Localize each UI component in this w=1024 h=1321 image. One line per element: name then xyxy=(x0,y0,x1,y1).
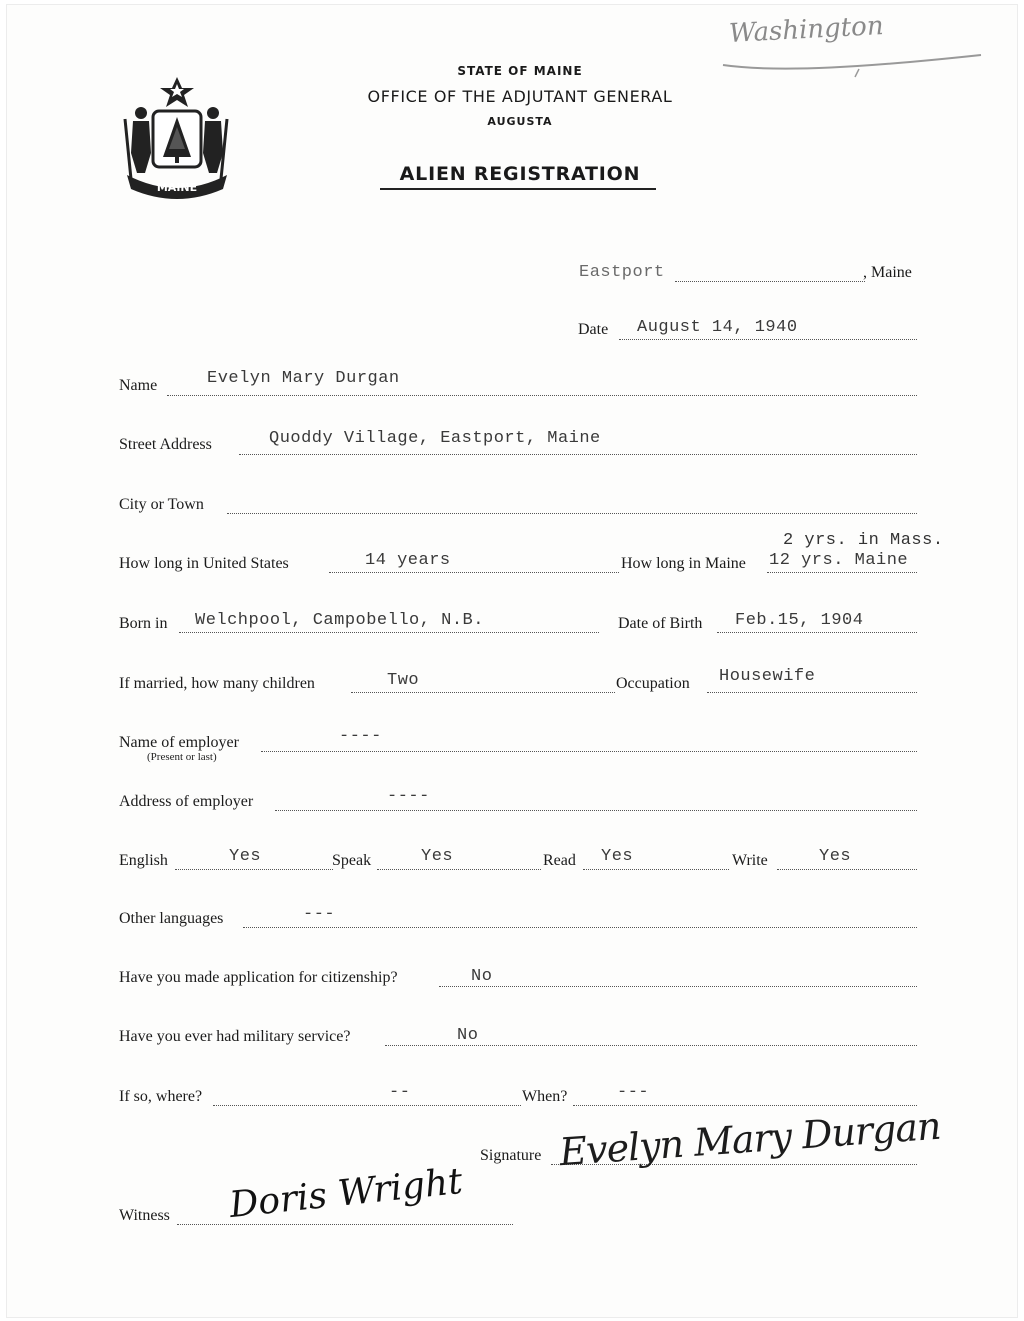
occupation-line xyxy=(707,692,917,693)
signature-value[interactable]: Evelyn Mary Durgan xyxy=(557,1103,942,1175)
state-seal-icon xyxy=(121,75,233,201)
place-value[interactable]: Eastport xyxy=(579,263,665,282)
state-name: STATE OF MAINE xyxy=(457,64,583,78)
born-in-value[interactable]: Welchpool, Campobello, N.B. xyxy=(195,611,484,630)
employer-name-line xyxy=(261,751,917,752)
children-value[interactable]: Two xyxy=(387,671,420,690)
maine-note: 2 yrs. in Mass. xyxy=(783,531,944,550)
corner-annotation: Washington xyxy=(728,10,885,50)
name-label: Name xyxy=(119,377,158,394)
born-in-line xyxy=(179,632,599,633)
name-value[interactable]: Evelyn Mary Durgan xyxy=(207,369,400,388)
speak-value[interactable]: Yes xyxy=(421,847,454,866)
citizenship-value[interactable]: No xyxy=(471,967,493,986)
speak-line xyxy=(377,869,541,870)
where-value[interactable]: -- xyxy=(389,1083,411,1102)
occupation-label: Occupation xyxy=(616,675,690,692)
witness-line xyxy=(177,1224,513,1225)
employer-address-label: Address of employer xyxy=(119,793,254,810)
street-address-value[interactable]: Quoddy Village, Eastport, Maine xyxy=(269,429,601,448)
how-long-us-line xyxy=(329,572,619,573)
born-in-label: Born in xyxy=(119,615,168,632)
other-languages-value[interactable]: --- xyxy=(303,905,336,924)
employer-name-sublabel: (Present or last) xyxy=(147,751,217,763)
when-label: When? xyxy=(522,1088,568,1105)
annotation-underline xyxy=(719,45,989,79)
write-value[interactable]: Yes xyxy=(819,847,852,866)
occupation-value[interactable]: Housewife xyxy=(719,667,816,686)
city-town-line xyxy=(227,513,917,514)
children-line xyxy=(351,692,615,693)
english-label: English xyxy=(119,852,168,869)
street-address-line xyxy=(239,454,917,455)
employer-address-line xyxy=(275,810,917,811)
date-of-birth-line xyxy=(717,632,917,633)
read-label: Read xyxy=(543,852,576,869)
witness-label: Witness xyxy=(119,1207,170,1224)
place-line xyxy=(675,281,865,282)
where-label: If so, where? xyxy=(119,1088,203,1105)
how-long-us-label: How long in United States xyxy=(119,555,289,572)
signature-label: Signature xyxy=(480,1147,542,1164)
form-title: ALIEN REGISTRATION xyxy=(399,163,641,185)
city-name: AUGUSTA xyxy=(487,115,553,128)
employer-name-value[interactable]: ---- xyxy=(339,727,382,746)
how-long-maine-label: How long in Maine xyxy=(621,555,746,572)
how-long-maine-line xyxy=(767,572,917,573)
when-line xyxy=(573,1105,917,1106)
city-town-label: City or Town xyxy=(119,496,204,513)
children-label: If married, how many children xyxy=(119,675,315,692)
military-label: Have you ever had military service? xyxy=(119,1028,351,1045)
when-value[interactable]: --- xyxy=(617,1083,650,1102)
write-line xyxy=(777,869,917,870)
registration-form-page xyxy=(6,4,1018,1318)
date-line xyxy=(619,339,917,340)
read-line xyxy=(583,869,729,870)
employer-address-value[interactable]: ---- xyxy=(387,787,430,806)
english-line xyxy=(175,869,333,870)
english-value[interactable]: Yes xyxy=(229,847,262,866)
seal-ribbon-text: MAINE xyxy=(156,181,198,194)
date-value[interactable]: August 14, 1940 xyxy=(637,318,798,337)
date-label: Date xyxy=(578,321,609,338)
employer-name-label: Name of employer xyxy=(119,734,239,751)
citizenship-label: Have you made application for citizenship? xyxy=(119,969,398,986)
office-name: OFFICE OF THE ADJUTANT GENERAL xyxy=(367,87,673,106)
where-line xyxy=(213,1105,521,1106)
military-line xyxy=(385,1045,917,1046)
how-long-maine-value[interactable]: 12 yrs. Maine xyxy=(769,551,909,570)
witness-value[interactable]: Doris Wright xyxy=(227,1160,465,1227)
read-value[interactable]: Yes xyxy=(601,847,634,866)
other-languages-label: Other languages xyxy=(119,910,224,927)
how-long-us-value[interactable]: 14 years xyxy=(365,551,451,570)
date-of-birth-value[interactable]: Feb.15, 1904 xyxy=(735,611,864,630)
name-line xyxy=(167,395,917,396)
other-languages-line xyxy=(243,927,917,928)
write-label: Write xyxy=(732,852,768,869)
street-address-label: Street Address xyxy=(119,436,212,453)
date-of-birth-label: Date of Birth xyxy=(618,615,703,632)
citizenship-line xyxy=(439,986,917,987)
place-suffix: , Maine xyxy=(863,264,912,281)
title-underline xyxy=(380,188,656,190)
military-value[interactable]: No xyxy=(457,1026,479,1045)
speak-label: Speak xyxy=(332,852,372,869)
